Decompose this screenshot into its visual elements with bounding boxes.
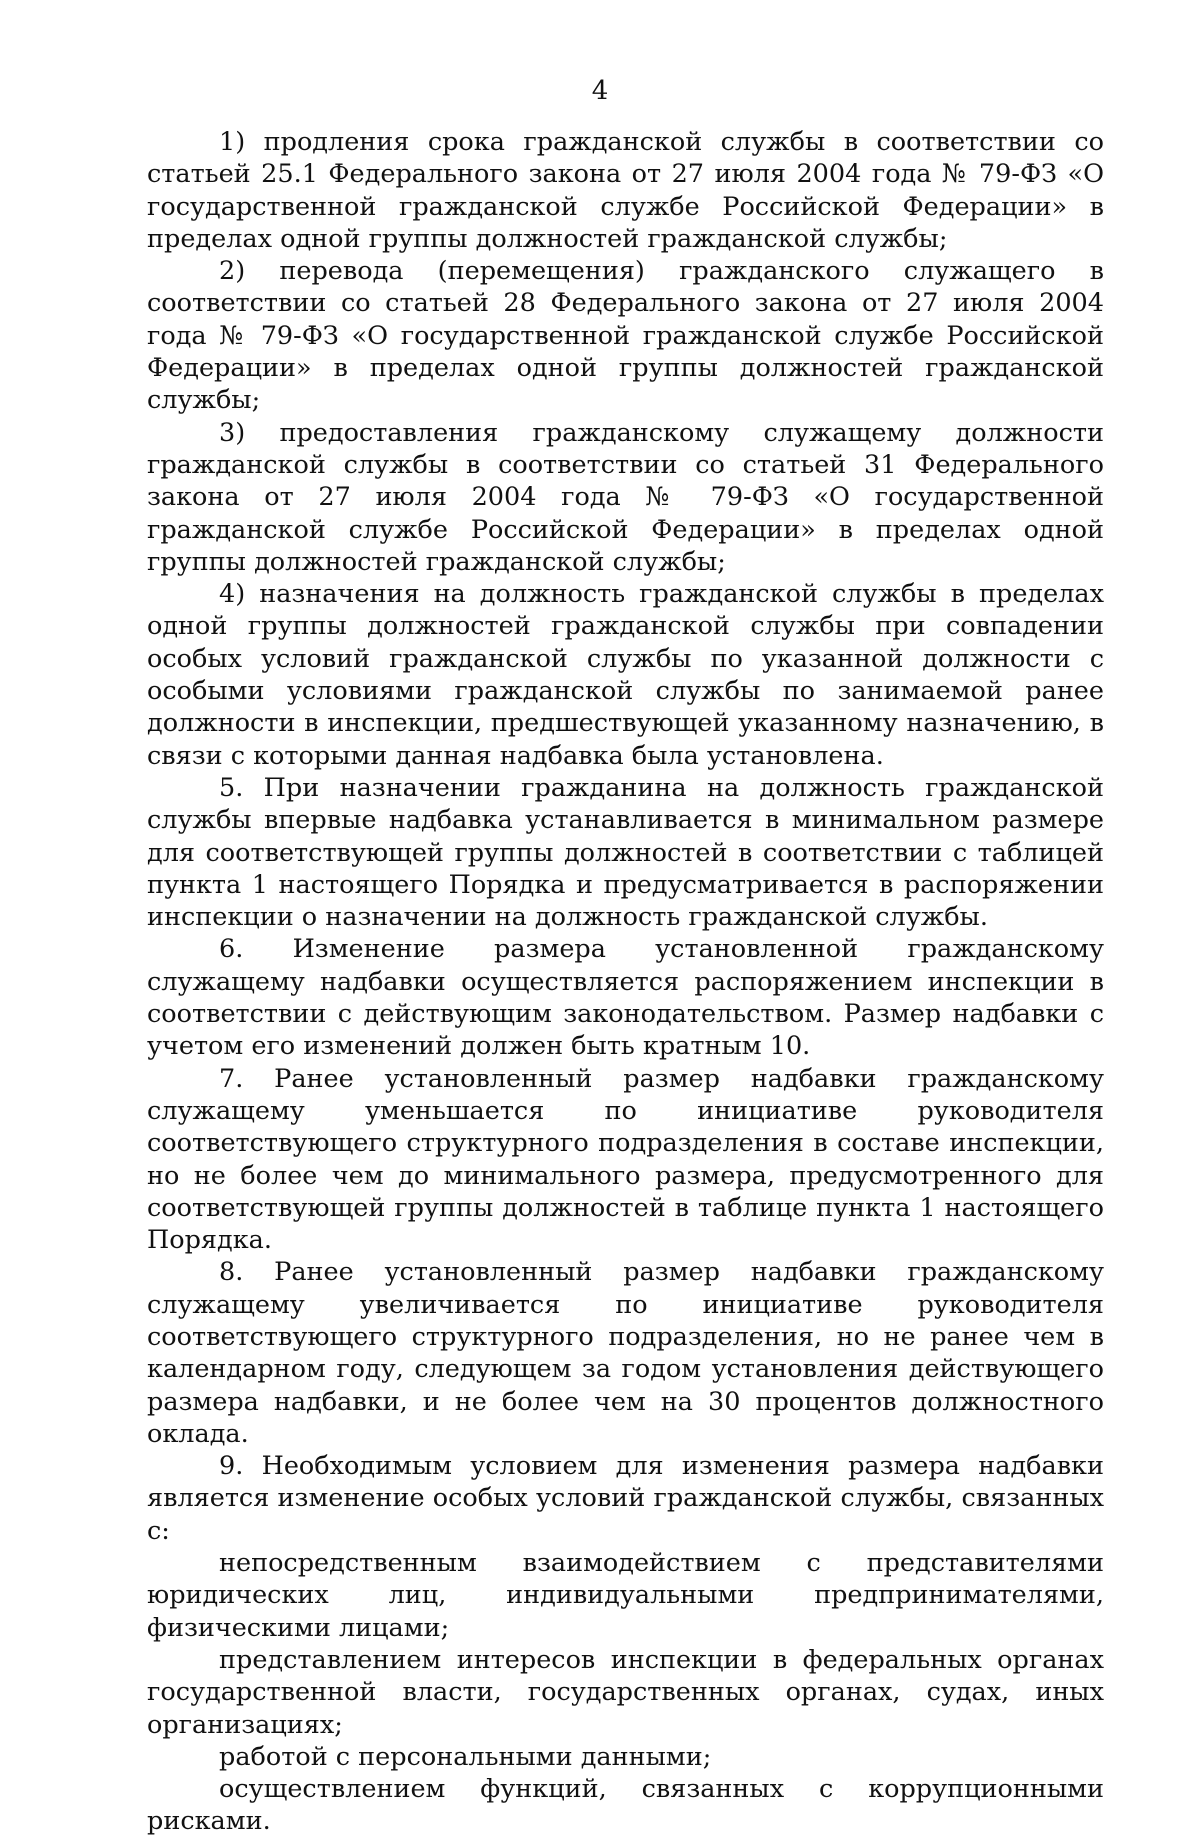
paragraph-clause-8: 8. Ранее установленный размер надбавки гражданскому служащему увеличивается по инициативе руководителя соответствующего структурного подразделения, но не ранее чем в календарном году, следующем за годом установления действующего размера надбавки, и не более чем на 30 процентов должностного оклада. <box>147 1257 1104 1449</box>
paragraph-item-2: 2) перевода (перемещения) гражданского служащего в соответствии со статьей 28 Федерального закона от 27 июля 2004 года № 79-ФЗ «О государственной гражданской службе Российской Федерации» в пределах одной группы должностей гражданской службы; <box>147 256 1104 416</box>
paragraph-clause-7: 7. Ранее установленный размер надбавки гражданскому служащему уменьшается по инициативе руководителя соответствующего структурного подразделения в составе инспекции, но не более чем до минимального размера, предусмотренного для соответствующей группы должностей в таблице пункта 1 настоящего Порядка. <box>147 1063 1104 1256</box>
paragraph-clause-9: 9. Необходимым условием для изменения размера надбавки является изменение особых условий гражданской службы, связанных с: <box>147 1451 1104 1546</box>
condition-item-interaction: непосредственным взаимодействием с представителями юридических лиц, индивидуальными предпринимателями, физическими лицами; <box>147 1548 1104 1643</box>
condition-item-representation: представлением интересов инспекции в федеральных органах государственной власти, государственных органах, судах, иных организациях; <box>147 1644 1104 1740</box>
paragraph-item-1: 1) продления срока гражданской службы в соответствии со статьей 25.1 Федерального закона от 27 июля 2004 года № 79-ФЗ «О государственной гражданской службе Российской Федерации» в пределах одной группы должностей гражданской службы; <box>147 127 1104 254</box>
document-body <box>147 126 1104 1838</box>
paragraph-item-4: 4) назначения на должность гражданской службы в пределах одной группы должностей гражданской службы при совпадении особых условий гражданской службы по указанной должности с особыми условиями гражданской службы по занимаемой ранее должности в инспекции, предшествующей указанному назначению, в связи с которыми данная надбавка была установлена. <box>147 579 1104 771</box>
paragraph-clause-5: 5. При назначении гражданина на должность гражданской службы впервые надбавка устанавливается в минимальном размере для соответствующей группы должностей в соответствии с таблицей пункта 1 настоящего Порядка и предусматривается в распоряжении инспекции о назначении на должность гражданской службы. <box>147 772 1104 933</box>
paragraph-item-3: 3) предоставления гражданскому служащему должности гражданской службы в соответствии со статьей 31 Федерального закона от 27 июля 2004 года № 79-ФЗ «О государственной гражданской службе Российской Федерации» в пределах одной группы должностей гражданской службы; <box>147 417 1104 577</box>
page-number: 4 <box>591 76 609 106</box>
paragraph-clause-6: 6. Изменение размера установленной гражданскому служащему надбавки осуществляется распоряжением инспекции в соответствии с действующим законодательством. Размер надбавки с учетом его изменений должен быть кратным 10. <box>147 934 1104 1062</box>
condition-item-personal-data: работой с персональными данными; <box>219 1741 712 1772</box>
condition-item-corruption-risks: осуществлением функций, связанных с коррупционными рисками. <box>147 1774 1104 1837</box>
